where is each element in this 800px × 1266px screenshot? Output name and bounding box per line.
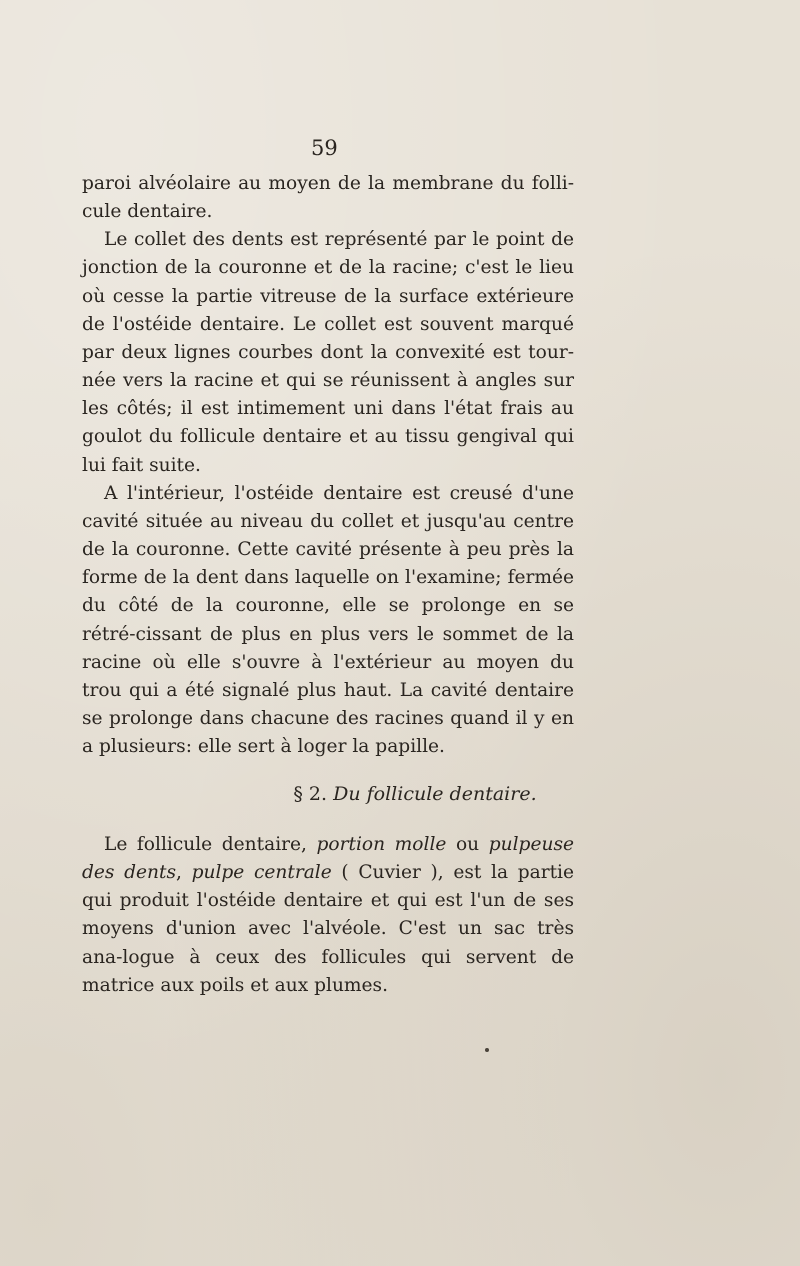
text-run: ou [446,834,489,855]
section-title: Du follicule dentaire. [333,783,537,805]
italic-term: pulpe centrale [191,862,332,884]
italic-term: portion molle [316,834,447,855]
body-text-top [82,170,574,761]
text-run: Le follicule dentaire, [104,834,317,855]
text-run: , [176,862,192,884]
ink-speck [485,1048,489,1052]
italic-term: pulpeuse des dents [82,834,574,884]
paragraph-collet: Le collet des dents est représenté par le point de jonction de la couronne et de la racine; c'est le lieu où cesse la partie vitreuse de la surface extérieure de l'ostéide dentaire. Le collet est souvent marqué par deux lignes courbes dont la convexité est tour-née vers la racine et qui se réunissent à angles sur les côtés; il est intimement uni dans l'état frais au goulot du follicule dentaire et au tissu gengival qui lui fait suite. [82,229,574,476]
text-run: ( Cuvier ), est la partie qui produit l'ostéide dentaire et qui est l'un de ses moyens d'union avec l'alvéole. C'est un sac très ana-logue à ceux des follicules qui servent de matrice aux poils et aux plumes. [82,862,574,996]
paragraph-cavite: A l'intérieur, l'ostéide dentaire est creusé d'une cavité située au niveau du collet et jusqu'au centre de la couronne. Cette cavité présente à peu près la forme de la dent dans laquelle on l'examine; fermée du côté de la couronne, elle se prolonge en se rétré-cissant de plus en plus vers le sommet de la racine où elle s'ouvre à l'extérieur au moyen du trou qui a été signalé plus haut. La cavité dentaire se prolonge dans chacune des racines quand il y en a plusieurs: elle sert à loger la papille. [82,482,574,758]
paragraph-follicule [82,831,574,1000]
paragraph-continuation: paroi alvéolaire au moyen de la membrane du folli-cule dentaire. [82,173,574,223]
section-heading [0,781,800,807]
section-number: § 2. [293,783,328,805]
body-text-bottom [82,831,574,1000]
page-number: 59 [311,136,338,160]
